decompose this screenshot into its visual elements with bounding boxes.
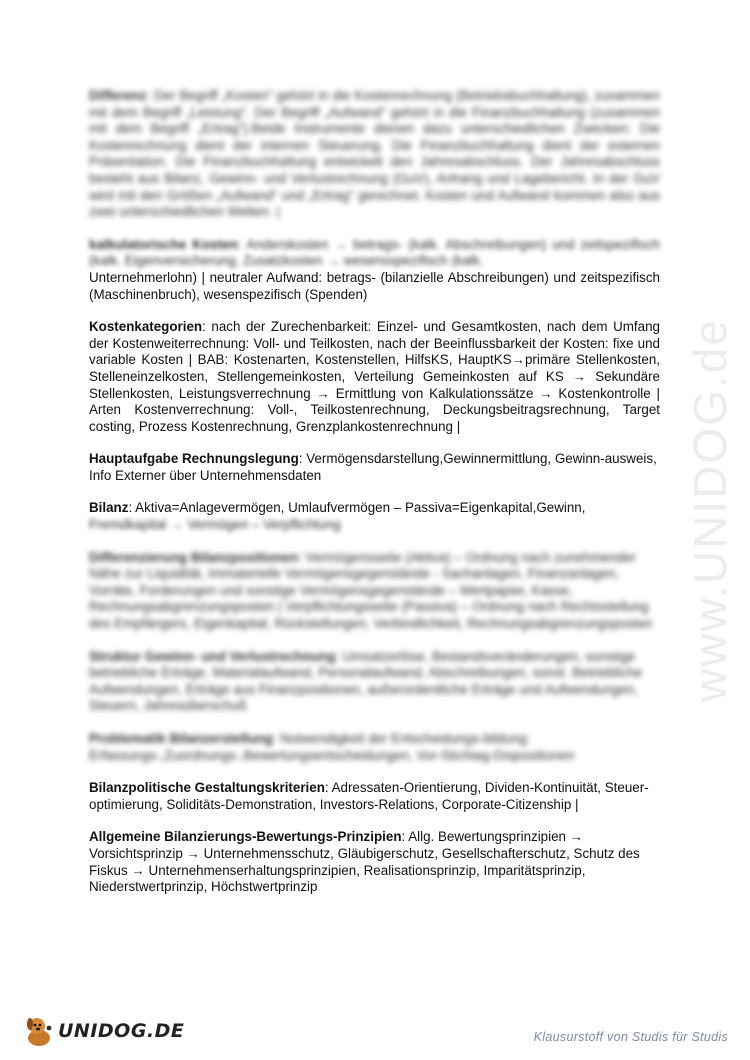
text-kalkulatorische: Unternehmerlohn) | neutraler Aufwand: betrags- (bilanzielle Abschreibungen) und zeitspezifisch (Maschinenbruch), wesenspezifisch (Spenden) bbox=[89, 269, 660, 302]
heading-bilanz: Bilanz bbox=[89, 500, 129, 516]
paragraph-allgemeine bbox=[89, 829, 660, 895]
text-problematik: : Notwendigkeit der Entscheidungs-bildung: Erfassungs-,Zuordnungs-,Bewertungsentscheidungen, Vor-Stichtag-Dispositionen bbox=[89, 731, 575, 763]
blurred-kalkulatorische bbox=[89, 237, 660, 270]
document-body bbox=[89, 88, 660, 912]
watermark-text: www.UNIDOG.de bbox=[684, 318, 737, 702]
heading-differenz: Differenz bbox=[89, 88, 147, 103]
blurred-text-kalkulatorische: : Anderskosten → betrags- (kalk. Abschreibungen) und zeitspezifisch (kalk. Eigenversicherung, Zusatzkosten → wesensspezifisch (kalk. bbox=[89, 236, 660, 269]
paragraph-differenz bbox=[89, 88, 660, 221]
heading-hauptaufgabe: Hauptaufgabe Rechnungslegung bbox=[89, 451, 299, 467]
text-differenz: : Der Begriff „Kosten“ gehört in die Kostenrechnung (Betriebsbuchhaltung), zusammen mit dem Begriff „Leistung“. Der Begriff „Aufwand“ gehört in die Finanzbuchhaltung (zusammen mit dem Begriff „Ertrag“).Beide Instrumente dienen dazu unterschiedlichen Zwecken: Die Kostenrechnung dient der internen Steuerung. Die Finanzbuchhaltung dient der externen Präsentation. Die Finanzbuchhaltung entwickelt den Jahresabschluss. Der Jahresabschluss besteht aus Bilanz, Gewinn- und Verlustrechnung (GuV), Anhang und Lagebericht. In der GuV wird mit den Größen „Aufwand“ und „Ertrag“ gerechnet. Kosten und Aufwand kommen also aus zwei unterschiedlichen Welten. | bbox=[89, 88, 660, 220]
heading-problematik: Problematik Bilanzerstellung bbox=[89, 731, 273, 746]
text-kostenkategorien: : nach der Zurechenbarkeit: Einzel- und Gesamtkosten, nach dem Umfang der Kostenweiterrechnung: Voll- und Teilkosten, nach der Beeinflussbarkeit der Kosten: fixe und variable Kosten | BAB: Kostenarten, Kostenstellen, HilfsKS, HauptKS→primäre Stellenkosten, Stelleneinzelkosten, Stellengemeinkosten, Verteilung Gemeinkosten auf KS → Sekundäre Stellenkosten, Leistungsverrechnung → Ermittlung von Kalkulationssätze → Kostenkontrolle | Arten Kostenverrechnung: Voll-, Teilkostenrechnung, Deckungsbeitragsrechnung, Target costing, Prozess Kostenrechnung, Grenzplankostenrechnung | bbox=[89, 319, 660, 434]
text-differenzierung: : Vermögensseite (Aktiva) – Ordnung nach zunehmender Nähe zur Liquidität, Immaterielle Vermögensgegenstände - Sachanlagen, Finanzanlagen, Vorräte, Forderungen und sonstige Vermögensgegenstände – Wertpapier, Kasse, Rechnungsabgrenzungsposten | Verpflichtungsseite (Passiva) – Ordnung nach Rechtsstellung des Empfängers, Eigenkapital, Rückstellungen, Verbindlichkeit, Rechnungsabgrenzungsposten bbox=[89, 549, 653, 632]
logo-text: UNIDOG.DE bbox=[58, 1020, 185, 1042]
text-struktur: : Umsatzerlöse, Bestandsveränderungen, sonstige betriebliche Erträge, Materialaufwand, Personalaufwand, Abschreibungen, sonst. Betriebliche Aufwendungen, Erträge aus Finanzpositionen, außerordentliche Erträge und Aufwendungen, Steuern, Jahresüberschuß bbox=[89, 648, 643, 714]
blurred-text-bilanz: Fremdkapital → Vermögen – Verpflichtung bbox=[89, 517, 341, 533]
heading-differenzierung: Differenzierung Bilanzpositionen bbox=[89, 549, 299, 565]
heading-bilanzpolitische: Bilanzpolitische Gestaltungskriterien bbox=[89, 780, 325, 796]
heading-allgemeine: Allgemeine Bilanzierungs-Bewertungs-Prinzipien bbox=[89, 829, 402, 845]
paragraph-differenzierung bbox=[89, 550, 660, 633]
unidog-logo[interactable] bbox=[22, 1014, 184, 1048]
footer-tagline: Klausurstoff von Studis für Studis bbox=[533, 1030, 728, 1044]
heading-struktur: Struktur Gewinn- und Verlustrechnung bbox=[89, 648, 336, 664]
heading-kostenkategorien: Kostenkategorien bbox=[89, 319, 203, 335]
text-allgemeine: : Allg. Bewertungsprinzipien → Vorsichtsprinzip → Unternehmensschutz, Gläubigerschutz, Gesellschafterschutz, Schutz des Fiskus → Unternehmenserhaltungsprinzipien, Realisationsprinzip, Imparitätsprinzip, Niederstwertprinzip, Höchstwertprinzip bbox=[89, 829, 640, 895]
paragraph-bilanz bbox=[89, 500, 660, 533]
paragraph-kostenkategorien bbox=[89, 319, 660, 435]
heading-kalkulatorische: kalkulatorische Kosten bbox=[89, 236, 238, 252]
text-bilanz: : Aktiva=Anlagevermögen, Umlaufvermögen – Passiva=Eigenkapital,Gewinn, bbox=[128, 500, 586, 516]
paragraph-kalkulatorische bbox=[89, 237, 660, 303]
text-hauptaufgabe: : Vermögensdarstellung,Gewinnermittlung, Gewinn-ausweis, Info Externer über Unternehmensdaten bbox=[89, 451, 657, 483]
text-bilanzpolitische: : Adressaten-Orientierung, Dividen-Kontinuität, Steuer-optimierung, Soliditäts-Demonstration, Investors-Relations, Corporate-Citizenship | bbox=[89, 780, 649, 812]
paragraph-hauptaufgabe bbox=[89, 451, 660, 484]
paragraph-problematik bbox=[89, 731, 660, 764]
dog-mascot-icon bbox=[22, 1014, 56, 1048]
paragraph-struktur bbox=[89, 649, 660, 715]
watermark bbox=[680, 280, 740, 740]
paragraph-bilanzpolitische bbox=[89, 780, 660, 813]
